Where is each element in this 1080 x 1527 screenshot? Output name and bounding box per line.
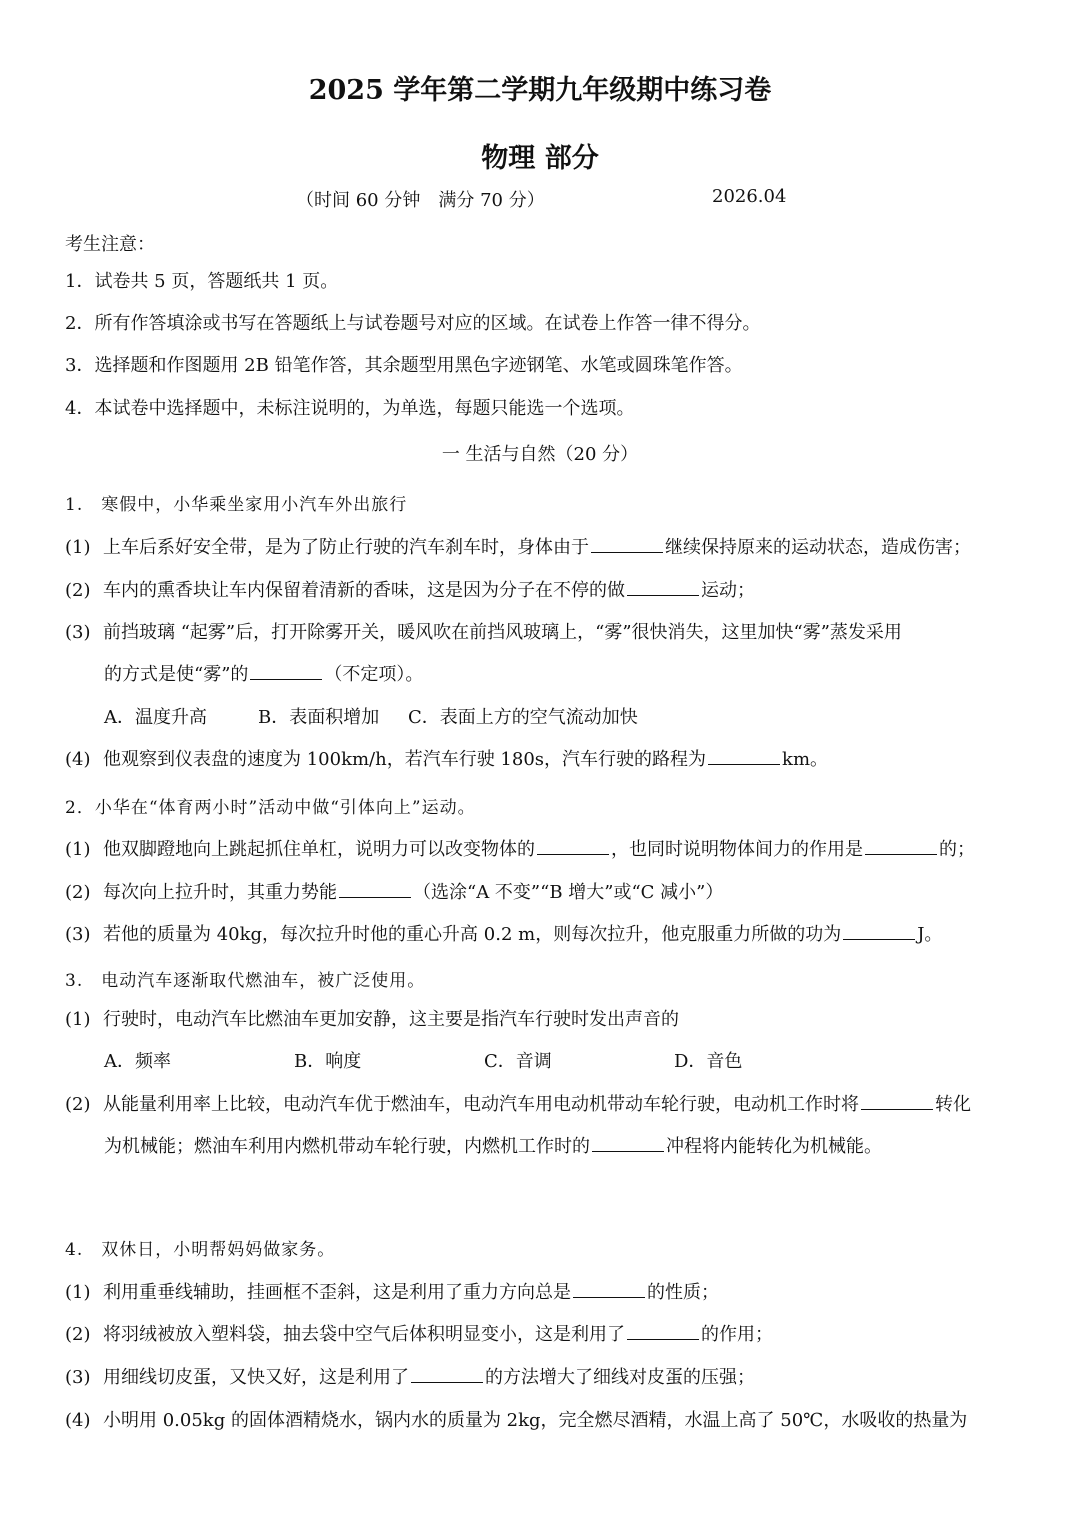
question-4-part-3: (3) 用细线切皮蛋，又快又好，这是利用了 的方法增大了细线对皮蛋的压强； bbox=[65, 1367, 755, 1388]
question-3-stem: 3. 电动汽车逐渐取代燃油车，被广泛使用。 bbox=[65, 971, 426, 991]
answer-blank[interactable] bbox=[537, 838, 609, 855]
question-1-stem: 1. 寒假中，小华乘坐家用小汽车外出旅行 bbox=[65, 495, 408, 515]
answer-blank[interactable] bbox=[861, 1093, 933, 1110]
answer-blank[interactable] bbox=[865, 838, 937, 855]
answer-blank[interactable] bbox=[627, 1323, 699, 1340]
answer-blank[interactable] bbox=[592, 1135, 664, 1152]
question-1-part-2: (2) 车内的熏香块让车内保留着清新的香味，这是因为分子在不停的做 运动； bbox=[65, 580, 755, 601]
option-c[interactable]: C．音调 bbox=[484, 1051, 552, 1072]
question-4-part-1: (1) 利用重垂线辅助，挂画框不歪斜，这是利用了重力方向总是 的性质； bbox=[65, 1282, 719, 1303]
question-1-part-3-cont: 的方式是使“雾”的 （不定项）。 bbox=[104, 664, 424, 685]
answer-blank[interactable] bbox=[250, 663, 322, 680]
notice-item: 2．所有作答填涂或书写在答题纸上与试卷题号对应的区域。在试卷上作答一律不得分。 bbox=[65, 313, 761, 334]
option-c[interactable]: C．表面上方的空气流动加快 bbox=[408, 707, 638, 728]
question-4-part-2: (2) 将羽绒被放入塑料袋，抽去袋中空气后体积明显变小，这是利用了 的作用； bbox=[65, 1324, 773, 1345]
section-title: 一 生活与自然（20 分） bbox=[441, 444, 639, 465]
question-1-part-4: (4) 他观察到仪表盘的速度为 100km/h，若汽车行驶 180s，汽车行驶的路程为 km。 bbox=[65, 749, 829, 770]
question-1-part-3: (3) 前挡玻璃 “起雾”后，打开除雾开关，暖风吹在前挡风玻璃上，“雾”很快消失，这里加快“雾”蒸发采用 bbox=[65, 622, 902, 643]
exam-date: 2026.04 bbox=[712, 186, 787, 207]
question-4-stem: 4. 双休日，小明帮妈妈做家务。 bbox=[65, 1240, 336, 1260]
answer-blank[interactable] bbox=[411, 1366, 483, 1383]
answer-blank[interactable] bbox=[591, 536, 663, 553]
question-3-options bbox=[104, 1047, 742, 1073]
exam-title: 2025 学年第二学期九年级期中练习卷 bbox=[308, 75, 772, 106]
option-b[interactable]: B．响度 bbox=[294, 1051, 362, 1072]
notice-heading: 考生注意： bbox=[65, 234, 155, 255]
answer-blank[interactable] bbox=[627, 579, 699, 596]
answer-blank[interactable] bbox=[573, 1281, 645, 1298]
option-b[interactable]: B．表面积增加 bbox=[258, 707, 380, 728]
exam-time-info: （时间 60 分钟 满分 70 分） bbox=[296, 190, 545, 211]
question-2-part-1: (1) 他双脚蹬地向上跳起抓住单杠，说明力可以改变物体的 ，也同时说明物体间力的作用是 的； bbox=[65, 839, 975, 860]
question-3-part-2-cont: 为机械能；燃油车利用内燃机带动车轮行驶，内燃机工作时的 冲程将内能转化为机械能。 bbox=[104, 1136, 882, 1157]
notice-item: 1．试卷共 5 页，答题纸共 1 页。 bbox=[65, 271, 339, 292]
answer-blank[interactable] bbox=[708, 748, 780, 765]
answer-blank[interactable] bbox=[339, 881, 411, 898]
option-d[interactable]: D．音色 bbox=[674, 1051, 743, 1072]
question-2-part-3: (3) 若他的质量为 40kg，每次拉升时他的重心升高 0.2 m，则每次拉升，他克服重力所做的功为 J。 bbox=[65, 924, 943, 945]
question-3-part-1: (1) 行驶时，电动汽车比燃油车更加安静，这主要是指汽车行驶时发出声音的 bbox=[65, 1009, 679, 1030]
question-3-part-2: (2) 从能量利用率上比较，电动汽车优于燃油车，电动汽车用电动机带动车轮行驶，电动机工作时将 转化 bbox=[65, 1094, 971, 1115]
question-1-part-1: (1) 上车后系好安全带，是为了防止行驶的汽车刹车时，身体由于 继续保持原来的运动状态，造成伤害； bbox=[65, 537, 971, 558]
question-1-options bbox=[104, 703, 638, 729]
option-a[interactable]: A．温度升高 bbox=[104, 707, 207, 728]
question-4-part-4: (4) 小明用 0.05kg 的固体酒精烧水，锅内水的质量为 2kg，完全燃尽酒精，水温上高了 50℃，水吸收的热量为 bbox=[65, 1410, 968, 1431]
question-2-stem: 2．小华在“体育两小时”活动中做“引体向上”运动。 bbox=[65, 798, 476, 818]
option-a[interactable]: A．频率 bbox=[104, 1051, 171, 1072]
question-2-part-2: (2) 每次向上拉升时，其重力势能 （选涂“A 不变”“B 增大”或“C 减小”） bbox=[65, 882, 724, 903]
notice-item: 4．本试卷中选择题中，未标注说明的，为单选，每题只能选一个选项。 bbox=[65, 398, 635, 419]
notice-item: 3．选择题和作图题用 2B 铅笔作答，其余题型用黑色字迹钢笔、水笔或圆珠笔作答。 bbox=[65, 355, 743, 376]
answer-blank[interactable] bbox=[843, 923, 915, 940]
exam-subtitle: 物理 部分 bbox=[481, 143, 599, 174]
